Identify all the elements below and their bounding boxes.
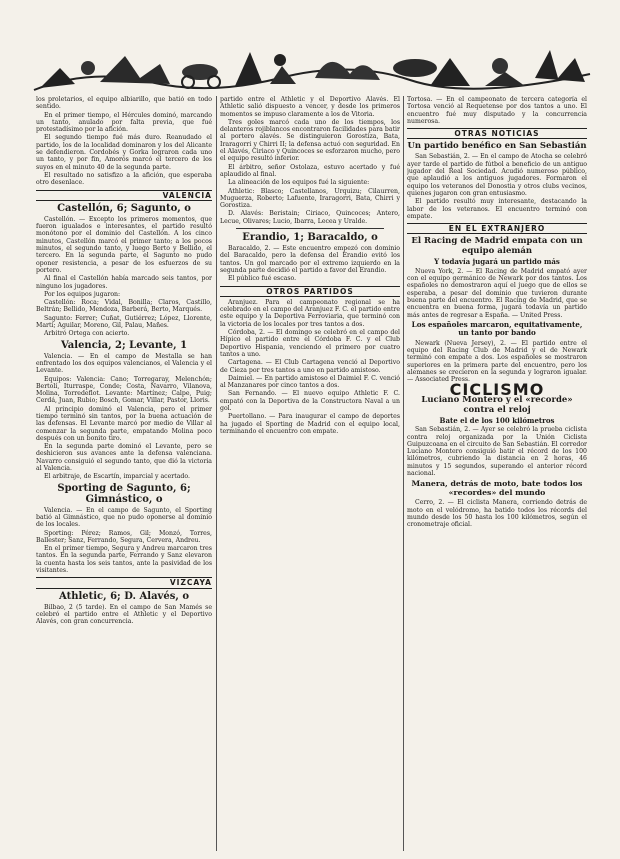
paragraph: Castellón. — Excepto los primeros momentos, que fueron igualados e interesantes, el partido resultó monótono por el dominio del Castellón. A los cinco minutos, Castellón marcó el primer tanto; a los pocos minutos, el segundo tanto, y luego Berto y Bellido, el tercero. En la segunda parte, el Sagunto no pudo oponer resistencia, a pesar de los esfuerzos de su portero. — [36, 215, 212, 274]
headline-manera: Manera, detrás de moto, bate todos los «recordes» del mundo — [411, 479, 583, 498]
paragraph: El resultado no satisfizo a la afición, que esperaba otro desenlace. — [36, 171, 212, 187]
divider — [236, 228, 384, 229]
headline-castellon: Castellón, 6; Sagunto, o — [57, 202, 191, 214]
column-1 — [36, 96, 212, 856]
paragraph: Daimiel. — En partido amistoso el Daimiel F. C. venció al Manzanares por cinco tantos a dos. — [220, 374, 400, 390]
headline-partido-benefico: Un partido benéfico en San Sebastián — [407, 141, 587, 152]
section-label-ciclismo: CICLISMO — [449, 379, 545, 399]
paragraph: La alineación de los equipos fué la siguiente: — [228, 179, 370, 187]
paragraph: partido entre el Athletic y el Deportivo Alavés. El Athletic salió dispuesto a vencer, y desde los primeros momentos se impuso claramente a los de Vitoria. — [220, 96, 400, 118]
paragraph: Athletic: Blasco; Castellanos, Urquizu; Cilaurren, Muguerza, Roberto; Lafuente, Iraragorri, Bata, Chirri y Gorostiza. — [220, 187, 400, 210]
section-label-otros-partidos: OTROS PARTIDOS — [220, 286, 400, 297]
section-label-valencia: VALENCIA — [36, 190, 212, 201]
paragraph: D. Alavés: Beristain; Ciriaco, Quincoces; Antero, Lecue, Olivares; Lucio, Ibarra, Lecea y Uralde. — [220, 210, 400, 225]
paragraph: Sagunto: Ferrer; Cuñat, Gutiérrez; López, Llorente, Martí; Aguilar, Moreno, Gil, Palau, Mañes. — [36, 314, 212, 330]
column-divider — [403, 96, 404, 851]
paragraph: Arbitró Ortega con acierto. — [44, 330, 130, 338]
paragraph: Cerro, 2. — El ciclista Manera, corriendo detrás de moto en el velódromo, ha batido todos los récords del mundo desde los 50 hasta los 100 kilómetros, según el cronometraje oficial. — [407, 499, 587, 529]
paragraph: Sporting: Pérez; Ramos, Gil; Monzó, Torres, Ballester; Sanz, Ferrando, Segura, Cervera, Andreu. — [36, 529, 212, 544]
paragraph: Córdoba, 2. — El domingo se celebró en el campo del Hípico el partido entre el Córdoba F. C. y el Club Deportivo Hispania, venciendo el primero por cuatro tantos a uno. — [220, 329, 400, 358]
paragraph: En el primer tiempo, el Hércules dominó, marcando un tanto, anulado por falta previa, que fué protestadísimo por la afición. — [36, 111, 212, 134]
paragraph: los proletarios, el equipo albiarillo, que batió en todo sentido. — [36, 96, 212, 111]
paragraph: Tres goles marcó cada uno de los tiempos, los delanteros rojiblancos encontraron facilidades para batir al portero alavés. Se distinguieron Gorostiza, Bata, Iraragorri y Chirri II; la defensa actuó con seguridad. En el Alavés, Ciriaco y Quincoces se esforzaron mucho, pero el equipo resultó inferior. — [220, 118, 400, 163]
headline-athletic: Athletic, 6; D. Alavés, o — [59, 590, 189, 602]
paragraph: Castellón: Roca; Vidal, Bonilla; Claros, Castillo, Beltrán; Bellido, Mendoza, Barberá, Berto, Marqués. — [36, 299, 212, 314]
paragraph: Al final el Castellón había marcado seis tantos, por ninguno los jugadores. — [36, 275, 212, 290]
paragraph: En el primer tiempo, Segura y Andreu marcaron tres tantos. En la segunda parte, Ferrando y Sanz elevaron la cuenta hasta los seis tantos, ante la pasividad de los visitantes. — [36, 545, 212, 575]
paragraph: Tortosa. — En el campeonato de tercera categoría el Tortosa venció al Requetense por dos tantos a uno. El encuentro fué muy disputado y la concurrencia numerosa. — [407, 96, 587, 125]
paragraph: Aranjuez. Para el campeonato regional se ha celebrado en el campo del Aranjuez F. C. el partido entre este equipo y la Deportiva Ferroviaria, que terminó con la victoria de los locales por tres tantos a dos. — [220, 298, 400, 328]
paragraph: Valencia. — En el campo de Sagunto, el Sporting batió al Gimnástico, que no pudo oponerse al dominio de los locales. — [36, 506, 212, 529]
headline-sporting: Sporting de Sagunto, 6; Gimnástico, o — [57, 482, 191, 505]
paragraph: Equipos: Valencia: Cano; Torregaray, Melenchón; Bertolí, Iturraspe, Conde; Costa, Navarro, Vilanova, Molina, Torredeflot. Levante: Martínez; Calpe, Puig; Cerdá, Juan, Rubio; Bosch, Gomar, Villar, Pastor, Lloris. — [36, 375, 212, 405]
headline-espanoles: Los españoles marcaron, equitativamente, un tanto por bando — [411, 319, 583, 338]
paragraph: San Sebastián, 2. — Ayer se celebró la prueba ciclista contra reloj organizada por la Unión Ciclista Guipuzcoana en el circuito de San Sebastián. El corredor Luciano Montero consiguió batir el récord de los 100 kilómetros, cubriendo la distancia en 2 horas, 46 minutos y 15 segundos, superando el anterior récord nacional. — [407, 426, 587, 477]
paragraph: El árbitro, señor Ostolaza, estuvo acertado y fué aplaudido al final. — [220, 163, 400, 178]
paragraph: El segundo tiempo fué más duro. Reanudado el partido, los de la localidad dominaron y los del Alicante se defendieron. Cordobés y Gorka lograron cada uno un tanto, y por fin, Amorós marcó el tercero de los suyos en el minuto 40 de la segunda parte. — [36, 134, 212, 171]
paragraph: Baracaldo, 2. — Este encuentro empezó con dominio del Baracaldo, pero la defensa del Erandio evitó los tantos. Un gol marcado por el extremo izquierdo en la segunda parte decidió el partido a favor del Erandio. — [220, 245, 400, 274]
paragraph: El partido resultó muy interesante, destacando la labor de los veteranos. El encuentro terminó con empate. — [407, 198, 587, 220]
paragraph: Puertollano. — Para inaugurar el campo de deportes ha jugado el Sporting de Madrid con el equipo local, terminando el encuentro con empate. — [220, 413, 400, 435]
paragraph: Por los equipos jugaron: — [44, 290, 121, 298]
paragraph: Cartagena. — El Club Cartagena venció al Deportivo de Cieza por tres tantos a uno en partido amistoso. — [220, 359, 400, 374]
sports-header-illustration — [30, 38, 595, 94]
paragraph: En la segunda parte dominó el Levante, pero se deshicieron sus avances ante la defensa valenciana. Navarro consiguió el segundo tanto, que dió la victoria al Valencia. — [36, 443, 212, 473]
section-label-otras-noticias: OTRAS NOTICIAS — [407, 128, 587, 139]
paragraph: Nueva York, 2. — El Racing de Madrid empató ayer con el equipo germánico de Newark por dos tantos. Los españoles no demostraron aquí el juego que de ellos se esperaba, a pesar del dominio que tuvieron durante buena parte del encuentro. El Racing de Madrid, que se encuentra en buena forma, jugará todavía un partido más antes de regresar a España. — United Press. — [407, 267, 587, 319]
paragraph: Newark (Nueva Jersey), 2. — El partido entre el equipo del Racing Club de Madrid y el de Newark terminó con empate a dos. Los españoles se mostraron superiores en la primera parte del encuentro, pero los alemanes se crecieron en la segunda y lograron igualar. — Associated Press. — [407, 339, 587, 384]
column-2 — [220, 96, 400, 856]
column-3 — [407, 96, 587, 856]
section-label-extranjero: EN EL EXTRANJERO — [407, 223, 587, 234]
column-divider — [216, 96, 217, 851]
paragraph: Al principio dominó el Valencia, pero el primer tiempo terminó sin tantos, por la buena actuación de las defensas. El Levante marcó por medio de Villar al comenzar la segunda parte, empatando Molina poco después con un bonito tiro. — [36, 405, 212, 442]
subheadline-racing: Y todavía jugará un partido más — [434, 257, 560, 267]
headline-erandio: Erandio, 1; Baracaldo, o — [242, 232, 378, 244]
headline-montero: Luciano Montero y el «recorde» contra el reloj — [421, 394, 573, 415]
paragraph: El público fué escaso. — [228, 275, 297, 283]
paragraph: San Fernando. — El nuevo equipo Athletic F. C. empató con la Deportiva de la Constructora Naval a un gol. — [220, 390, 400, 412]
paragraph: El arbitraje, de Escartín, imparcial y acertado. — [44, 473, 190, 481]
headline-valencia: Valencia, 2; Levante, 1 — [60, 339, 188, 351]
paragraph: San Sebastián, 2. — En el campo de Atocha se celebró ayer tarde el partido de fútbol a beneficio de un antiguo jugador del Real Sociedad. Acudió numeroso público, que aplaudió a los antiguos jugadores. Formaron el equipo los veteranos del Donostia y otros clubs vecinos, quienes jugaron con gran entusiasmo. — [407, 153, 587, 197]
paragraph: Bilbao, 2 (5 tarde). En el campo de San Mamés se celebró el partido entre el Athletic y el Deportivo Alavés, con gran concurrencia. — [36, 603, 212, 626]
headline-racing: El Racing de Madrid empata con un equipo alemán — [411, 236, 583, 257]
subheadline-montero: Bate el de los 100 kilómetros — [439, 415, 555, 425]
paragraph: Valencia. — En el campo de Mestalla se han enfrentado los dos equipos valencianos, el Valencia y el Levante. — [36, 352, 212, 375]
section-label-vizcaya: VIZCAYA — [36, 577, 212, 588]
